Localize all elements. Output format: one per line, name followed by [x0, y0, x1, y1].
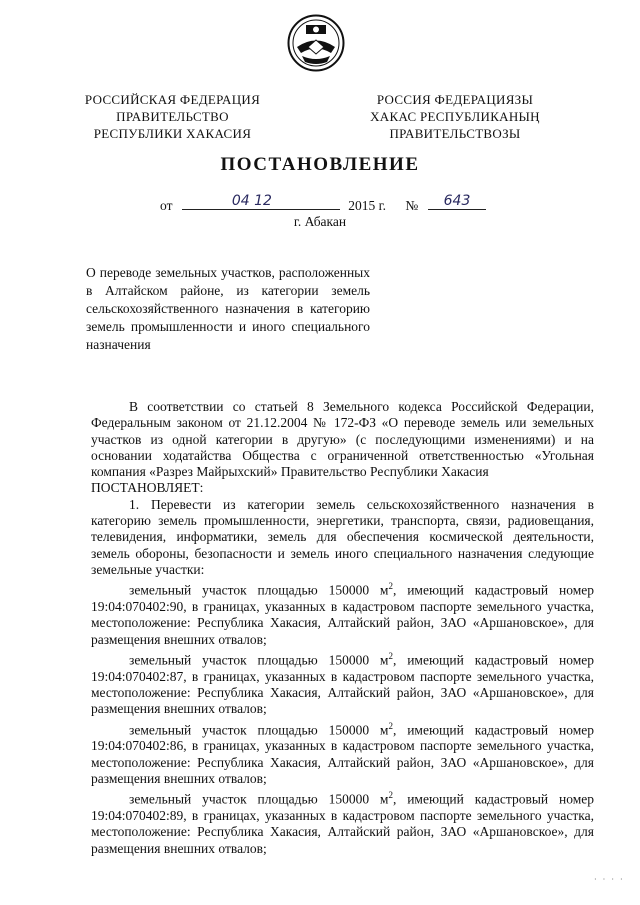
header-right-line-2: ХАКАС РЕСПУБЛИКАНЫҢ [370, 109, 540, 124]
clause-1: 1. Перевести из категории земель сельскохозяйственного назначения в категорию земель промышленности, энергетики, транспорта, связи, радиовещания, телевидения, информатики, земель для обеспечения космической деятельности, земель обороны, безопасности и земель иного специального назначения следующие земельные участки: [91, 496, 594, 577]
plot-unit-sup: 2 [388, 650, 393, 661]
plot-cadastral-number: 19:04:070402:90 [91, 599, 184, 615]
date-line [160, 195, 486, 214]
header-left-line-1: РОССИЙСКАЯ ФЕДЕРАЦИЯ [84, 92, 261, 107]
plot-lead: земельный участок площадью 150000 м [129, 652, 389, 668]
plot-cad-prefix: , имеющий кадастровый номер [392, 722, 594, 738]
coat-of-arms-emblem [287, 14, 345, 72]
plot-tail: , в границах, указанных в кадастровом паспорте земельного участка, местоположение: Республика Хакасия, Алтайский район, ЗАО «Аршановское», для размещения внешних отвалов; [91, 599, 594, 647]
header-right [345, 91, 565, 142]
resolves-line: ПОСТАНОВЛЯЕТ: [91, 480, 204, 496]
plot-cad-prefix: , имеющий кадастровый номер [392, 582, 594, 598]
date-prefix: от [160, 198, 173, 213]
plot-cadastral-number: 19:04:070402:89 [91, 808, 184, 824]
plot-lead: земельный участок площадью 150000 м [129, 722, 389, 738]
plot-tail: , в границах, указанных в кадастровом паспорте земельного участка, местоположение: Республика Хакасия, Алтайский район, ЗАО «Аршановское», для размещения внешних отвалов; [91, 668, 594, 717]
plot-paragraph [91, 787, 594, 857]
plot-lead: земельный участок площадью 150000 м [129, 791, 389, 807]
header-left-line-3: РЕСПУБЛИКИ ХАКАСИЯ [93, 126, 252, 141]
document-body [91, 399, 594, 857]
number-sign: № [405, 198, 419, 213]
plot-lead: земельный участок площадью 150000 м [129, 582, 389, 598]
plot-paragraph [91, 578, 594, 648]
document-title: ПОСТАНОВЛЕНИЕ [220, 154, 420, 175]
date-handwritten: 04 12 [231, 193, 272, 209]
scan-marks: · · · · [594, 875, 625, 884]
plot-tail: , в границах, указанных в кадастровом паспорте земельного участка, местоположение: Республика Хакасия, Алтайский район, ЗАО «Аршановское», для размещения внешних отвалов; [91, 808, 594, 856]
plot-cad-prefix: , имеющий кадастровый номер [392, 791, 594, 807]
subject-heading: О переводе земельных участков, расположенных в Алтайском районе, из категории земель сельскохозяйственного назначения в категорию земель промышленности и иного специального назначения [86, 265, 370, 352]
plot-unit-sup: 2 [388, 581, 393, 592]
plot-cadastral-number: 19:04:070402:87 [91, 668, 184, 684]
number-handwritten: 643 [443, 193, 471, 209]
date-year: 2015 г. [348, 198, 386, 213]
plot-cad-prefix: , имеющий кадастровый номер [392, 652, 594, 668]
plot-unit-sup: 2 [388, 720, 393, 731]
header-left-line-2: ПРАВИТЕЛЬСТВО [116, 109, 229, 124]
number-blank [428, 195, 486, 210]
plot-paragraph [91, 648, 594, 718]
plot-cadastral-number: 19:04:070402:86 [91, 738, 184, 754]
preamble-paragraph: В соответствии со статьей 8 Земельного кодекса Российской Федерации, Федеральным законом от 21.12.2004 № 172-ФЗ «О переводе земель или земельных участков из одной категории в другую» (с последующими изменениями) и на основании ходатайства Общества с ограниченной ответственностью «Угольная компания «Разрез Майрыхский» Правительство Республики Хакасия [91, 399, 594, 480]
header-left [70, 91, 275, 142]
city: г. Абакан [293, 214, 347, 229]
header-right-line-1: РОССИЯ ФЕДЕРАЦИЯЗЫ [376, 92, 534, 107]
plot-unit-sup: 2 [388, 790, 393, 801]
header-right-line-3: ПРАВИТЕЛЬСТВОЗЫ [389, 126, 521, 141]
plot-tail: , в границах, указанных в кадастровом паспорте земельного участка, местоположение: Республика Хакасия, Алтайский район, ЗАО «Аршановское», для размещения внешних отвалов; [91, 738, 594, 787]
plot-paragraph [91, 718, 594, 788]
date-blank [182, 195, 340, 210]
